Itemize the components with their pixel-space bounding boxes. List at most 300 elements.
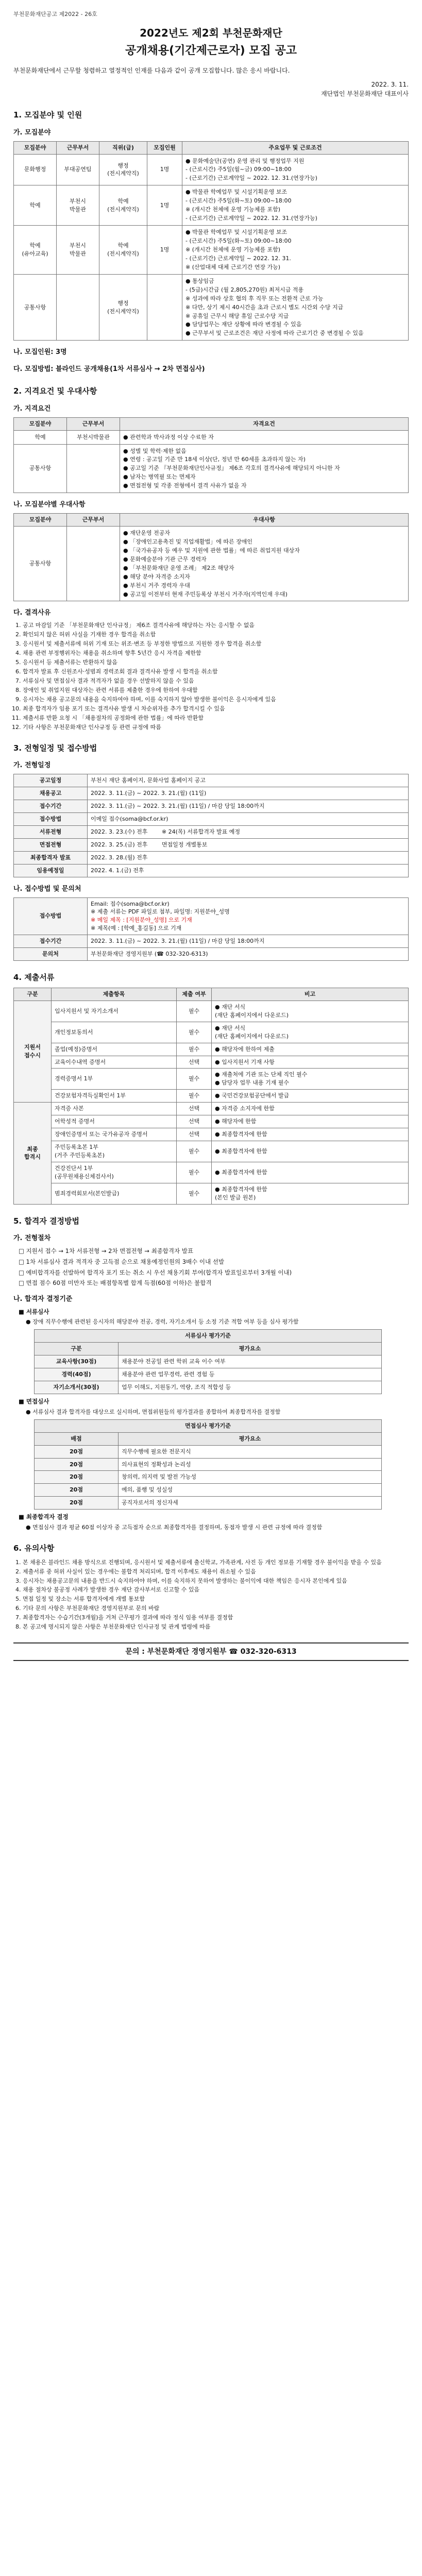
cell-line: (전시계약직): [107, 308, 139, 315]
table-row: [14, 1103, 409, 1115]
cell-line: 자격증 사본: [55, 1105, 84, 1112]
value-text: 2022. 3. 11.(금) ~ 2022. 3. 21.(월) (11일) / 마감 당일 18:00까지: [91, 803, 265, 810]
cell-note: [212, 1183, 409, 1204]
value-text: 2022. 3. 11.(금) ~ 2022. 3. 21.(월) (11일): [91, 790, 207, 797]
cell-value: [88, 800, 409, 813]
list-item: 6. 기타 문의 사항은 부천문화재단 경영지원부로 문의 바람: [23, 1604, 409, 1613]
cell-line: (전시계약직): [107, 206, 139, 213]
table-row: [14, 774, 409, 787]
cell-note: [212, 1001, 409, 1022]
cell-line: 어학성적 증명서: [55, 1118, 95, 1125]
section-5-sub-b: 나. 합격자 결정기준: [13, 1295, 73, 1303]
cell-line: (거주 주민등록초본): [55, 1152, 105, 1159]
cell-line: ● 최종합격자에 한함: [215, 1148, 267, 1155]
period-label: 접수기간: [14, 935, 88, 948]
cell-dept: [57, 226, 99, 275]
cell-req: 필수: [177, 1022, 212, 1043]
cell-line: (전시계약직): [107, 250, 139, 257]
th-d-note: 비고: [212, 988, 409, 1001]
cell-line: (유아교육): [22, 250, 48, 257]
interview-desc: ● 서류심사 결과 합격자를 대상으로 실시하며, 면접위원들의 평가결과를 종합하여 최종합격자를 결정함: [26, 1408, 281, 1415]
list-item: ※ 성과에 따라 상호 협의 후 직무 또는 전환적 근로 가능: [185, 295, 324, 302]
list-item: - (근로시간) 주5일(화~토) 09:00~18:00: [185, 197, 292, 205]
table-row: [35, 1471, 382, 1484]
list-item: ● 박물관 학예업무 및 시설기획운영 보조: [185, 229, 288, 236]
cell-line: 접수시: [24, 1052, 41, 1059]
cell-line: ● 담당자 업무 내용 기재 필수: [215, 1079, 289, 1087]
list-item: 8. 장애인 및 취업지원 대상자는 관련 서류를 제출한 경우에 한하여 우대함: [23, 686, 409, 694]
cell-line: 건강보험자격득실확인서 1부: [55, 1092, 126, 1099]
cell-req: 선택: [177, 1103, 212, 1115]
cell-value: [88, 838, 409, 851]
cell-note: [212, 1090, 409, 1103]
cell-group: 20점: [35, 1458, 119, 1471]
cell-line: 학예: [29, 242, 41, 249]
interview-title: ■ 면접심사: [19, 1398, 49, 1405]
value-text: 2022. 3. 23.(수) 전후: [91, 828, 148, 835]
cell-line: 건강진단서 1부: [55, 1164, 93, 1172]
section-2-sub-b: 나. 모집분야별 우대사항: [13, 501, 86, 509]
cell-dept: [67, 526, 120, 601]
value-text: 2022. 3. 28.(월) 전후: [91, 854, 148, 861]
table-row: [14, 1022, 409, 1043]
procedure-line: □ 면접 점수 60점 미만자 또는 배점항목별 합계 득점(60점 이하)은 불합격: [19, 1279, 212, 1287]
doc-criteria-title: 서류심사 평가기준: [35, 1330, 382, 1343]
list-item: ● 성별 및 학력·제한 없음: [123, 447, 187, 454]
procedure-line: □ 예비합격자를 선발하여 합격자 포기 또는 취소 시 우선 채용기회 부여(합격자 발표일로부터 3개월 이내): [19, 1268, 292, 1276]
cell-element: 직무수행에 필요한 전문지식: [119, 1445, 382, 1458]
cell-item: [52, 1056, 177, 1069]
cell-note: [212, 1162, 409, 1183]
contact-value: 부천문화재단 경영지원부 (☎ 032-320-6313): [88, 948, 409, 961]
cell-count: [147, 274, 182, 341]
cell-line: 교육이수내역 증명서: [55, 1058, 106, 1065]
table-row: [14, 1043, 409, 1056]
bullet-list: [123, 433, 405, 442]
cell-line: ● 최종합격자에 한함: [215, 1185, 267, 1193]
th-duties: 주요업무 및 근로조건: [182, 141, 409, 154]
cell-req: 필수: [177, 1162, 212, 1183]
cell-key: 최종합격자 발표: [14, 851, 88, 864]
cell-item: [52, 1043, 177, 1056]
list-item: 2. 제출서류 중 허위 사실이 있는 경우에는 불합격 처리되며, 합격 이후에도 채용이 취소될 수 있음: [23, 1568, 409, 1576]
cell-req: 필수: [177, 1183, 212, 1204]
cell-line: 최종: [27, 1145, 38, 1153]
list-item: ● 근무부서 및 근로조건은 재단 사정에 따라 근로기간 중 변경될 수 있음: [185, 330, 364, 337]
cell-list: [120, 444, 409, 493]
cell-group: [14, 1103, 52, 1204]
cell-note: [212, 1141, 409, 1162]
list-item: 12. 기타 사항은 부천문화재단 인사규정 등 관련 규정에 따름: [23, 723, 409, 732]
table-row: [35, 1484, 382, 1497]
notice-number: 부천문화재단공고 제2022 - 26호: [13, 11, 97, 18]
notice-date: 2022. 3. 11.: [371, 81, 409, 89]
apply-example-note: ※ 제목(예 : [학예_홍길동] 으로 기재: [91, 925, 182, 932]
cell-element: 채용분야 전공일 관련 학위 교육 이수 여부: [119, 1355, 382, 1368]
cell-dept: [67, 444, 120, 493]
section-2-sub-a: 가. 지격요건: [13, 404, 51, 413]
list-item: 3. 응시자는 채용공고문의 내용을 반드시 숙지하여야 하며, 이를 숙지하지 못하여 발생하는 불이익에 대한 책임은 응시자 본인에게 있음: [23, 1577, 409, 1585]
cell-line: 지원서: [24, 1044, 41, 1051]
cell-item: [52, 1103, 177, 1115]
value-text: 부천시 재단 홈페이지, 문화사업 홈페이지 공고: [91, 777, 206, 784]
cell-field: 공통사항: [14, 526, 67, 601]
list-item: 7. 최종합격자는 수습기간(3개월)을 거쳐 근무평가 결과에 따라 정식 임용 여부를 결정함: [23, 1614, 409, 1622]
cell-element: 의사표현의 정확성과 논리성: [119, 1458, 382, 1471]
doc-criteria-table: [34, 1329, 382, 1394]
doc-review-title: ■ 서류심사: [19, 1308, 49, 1315]
cell-key: 채용공고: [14, 787, 88, 800]
list-item: - (근로기간) 근로계약일 ~ 2022. 12. 31.: [185, 255, 291, 262]
section-3-sub-b: 나. 접수방법 및 문의처: [13, 885, 81, 893]
cell-key: 접수기간: [14, 800, 88, 813]
cell-dept: [57, 154, 99, 185]
th-doc-e: 평가요소: [119, 1343, 382, 1355]
section-3-title: 3. 전형일정 및 접수방법: [13, 743, 97, 753]
cell-req: 선택: [177, 1115, 212, 1128]
list-item: 7. 서류심사 및 면접심사 결과 적격자가 없을 경우 선발하지 않을 수 있음: [23, 677, 409, 685]
table-row: [14, 226, 409, 275]
cell-field: [14, 154, 57, 185]
th-int-g: 배점: [35, 1432, 119, 1445]
cell-line: 부천시: [70, 242, 86, 249]
cell-line: 부대공연팀: [64, 166, 92, 173]
cell-value: [88, 864, 409, 877]
cell-rank: [99, 274, 147, 341]
list-item: ※ 다만, 상기 제시 40시간을 초과 근로시 별도 시간외 수당 지급: [185, 303, 344, 311]
section-1-sub-b: 나. 모집인원: 3명: [13, 348, 67, 357]
cell-element: 채용분야 관련 업무경력, 관련 경험 등: [119, 1368, 382, 1381]
list-item: - (근로시간) 주5일(화~토) 09:00~18:00: [185, 238, 292, 245]
duties-list: [185, 277, 405, 338]
title-line-1: 2022년도 제2회 부천문화재단: [140, 26, 282, 39]
cell-element: 창의력, 의지력 및 발전 가능성: [119, 1471, 382, 1484]
list-item: ※ 공휴일 근무시 해당 휴일 근로수당 지급: [185, 312, 289, 319]
cell-group: 20점: [35, 1484, 119, 1497]
cell-item: [52, 1183, 177, 1204]
cell-key: 접수방법: [14, 812, 88, 825]
th-p-pref: 우대사항: [120, 514, 409, 527]
table-row: [35, 1458, 382, 1471]
table-row: [35, 1445, 382, 1458]
th-q-field: 모집분야: [14, 417, 67, 430]
cell-group: 20점: [35, 1471, 119, 1484]
period-value: 2022. 3. 11.(금) ~ 2022. 3. 21.(월) (11일) / 마감 당일 18:00까지: [88, 935, 409, 948]
cell-note: [212, 1043, 409, 1056]
cell-note: [212, 1103, 409, 1115]
cell-duties: [182, 274, 409, 341]
cell-line: ● 재단 서식: [215, 1003, 246, 1010]
table-row: [35, 1355, 382, 1368]
cell-group: [14, 1001, 52, 1102]
table-row: [14, 1115, 409, 1128]
cell-req: 필수: [177, 1141, 212, 1162]
list-item: 5. 면접 일정 및 장소는 서류 합격자에게 개별 통보함: [23, 1595, 409, 1603]
table-row: [14, 274, 409, 341]
list-item: 6. 합격자 발표 후 신원조사·성범죄 경력조회 결과 결격사유 발생 시 합격을 취소함: [23, 668, 409, 676]
table-row: [14, 812, 409, 825]
procedure-line: □ 1차 서류심사 결과 적격자 중 고득점 순으로 채용예정인원의 3배수 이내 선발: [19, 1258, 224, 1265]
table-row: [14, 800, 409, 813]
list-item: ※ (개시간 천체에 운영 기능체를 포함): [185, 206, 281, 213]
cell-line: ● 재단 서식: [215, 1024, 246, 1031]
list-item: 1. 본 채용은 블라인드 채용 방식으로 진행되며, 응시원서 및 제출서류에 출신학교, 가족관계, 사진 등 개인 정보를 기재할 경우 불이익을 받을 수 있음: [23, 1558, 409, 1567]
cell-key: 면접전형: [14, 838, 88, 851]
list-item: ● 「부천문화재단 운영 조례」 제2조 해당자: [123, 564, 234, 571]
list-item: ● 부천시 거주 경력자 우대: [123, 582, 190, 589]
list-item: ● 「장애인고용촉진 및 직업재활법」에 따른 장애인: [123, 538, 252, 545]
cell-req: 필수: [177, 1069, 212, 1090]
list-item: ● 박물관 학예업무 및 시설기획운영 보조: [185, 189, 288, 196]
bullet-list: [123, 447, 405, 490]
apply-lines: [88, 897, 409, 935]
table-row: [14, 787, 409, 800]
value-text: 이메일 접수(soma@bcf.or.kr): [91, 815, 168, 822]
cell-line: 학예: [117, 197, 129, 205]
cell-note: [212, 1022, 409, 1043]
list-item: - (5급)시간급 (월 2,805,270원) 최저시급 적용: [185, 286, 304, 293]
value-text: 2022. 4. 1.(금) 전후: [91, 867, 144, 874]
cell-item: [52, 1001, 177, 1022]
cell-value: [88, 787, 409, 800]
cell-item: [52, 1128, 177, 1141]
cell-duties: [182, 185, 409, 226]
th-doc-g: 구분: [35, 1343, 119, 1355]
table-row: [14, 1090, 409, 1103]
list-item: - (근로기간) 근로계약일 ~ 2022. 12. 31.(연장가능): [185, 175, 317, 182]
th-rank: 직위(급): [99, 141, 147, 154]
value-note: ※ 24(목) 서류합격자 발표 예정: [160, 828, 240, 835]
preference-table: [13, 513, 409, 601]
intro-text: 부천문화재단에서 근무할 청렴하고 열정적인 인재를 다음과 같이 공개 모집합니다. 많은 응시 바랍니다.: [13, 66, 290, 74]
section-4-title: 4. 제출서류: [13, 973, 55, 982]
cell-dept: [57, 185, 99, 226]
th-int-e: 평가요소: [119, 1432, 382, 1445]
issuer: 재단법인 부천문화재단 대표이사: [321, 90, 409, 97]
apply-label: 접수방법: [14, 897, 88, 935]
schedule-table: [13, 774, 409, 877]
interview-criteria-title: 면접심사 평가기준: [35, 1419, 382, 1432]
th-field: 모집분야: [14, 141, 57, 154]
cell-item: [52, 1162, 177, 1183]
cell-list: [120, 430, 409, 444]
apply-file-note: ※ 제출 서류는 PDF 파일로 첨부, 파일명: 지원분야_성명: [91, 908, 230, 916]
cell-element: 공직자로서의 정신자세: [119, 1497, 382, 1510]
cell-group: 20점: [35, 1497, 119, 1510]
list-item: 11. 제출서류 반환 요청 시 「채용절차의 공정화에 관한 법률」에 따라 반환함: [23, 714, 409, 722]
table-row: [14, 185, 409, 226]
cell-note: [212, 1115, 409, 1128]
cell-key: 공고일정: [14, 774, 88, 787]
th-q-dept: 근무부서: [67, 417, 120, 430]
list-item: 3. 응시원서 및 제출서류에 허위 기재 또는 위조·변조 등 부정한 방법으로 지원한 경우 합격을 취소함: [23, 640, 409, 648]
cell-group: 20점: [35, 1445, 119, 1458]
duties-list: [185, 157, 405, 183]
table-row: [14, 1128, 409, 1141]
caution-list: [13, 1558, 409, 1632]
cell-field: [14, 226, 57, 275]
cell-line: 부천시: [70, 197, 86, 205]
cell-note: [212, 1069, 409, 1090]
table-row: [14, 526, 409, 601]
list-item: 8. 본 공고에 명시되지 않은 사항은 부천문화재단 인사규정 및 관계 법령에 따름: [23, 1623, 409, 1631]
cell-count: 1명: [147, 185, 182, 226]
list-item: ● 해당 분야 자격증 소지자: [123, 573, 190, 580]
documents-table: [13, 988, 409, 1205]
cell-element: 예의, 품행 및 성실성: [119, 1484, 382, 1497]
table-row: [14, 1069, 409, 1090]
cell-line: 졸업(예정)증명서: [55, 1045, 97, 1053]
list-item: - (근로기간) 근로계약일 ~ 2022. 12. 31.(연장가능): [185, 215, 317, 222]
table-row: [14, 864, 409, 877]
cell-value: [88, 825, 409, 838]
cell-group: 자기소개서(30점): [35, 1381, 119, 1394]
list-item: ● 관련학과 박사과정 이상 수료한 자: [123, 433, 214, 440]
cell-req: 필수: [177, 1001, 212, 1022]
cell-item: [52, 1115, 177, 1128]
cell-note: [212, 1128, 409, 1141]
cell-line: ● 재출처에 기관 또는 단체 직인 필수: [215, 1071, 308, 1078]
cell-key: 서류전형: [14, 825, 88, 838]
list-item: ● 담당업무는 재단 상황에 따라 변경될 수 있음: [185, 321, 302, 328]
cell-value: [88, 812, 409, 825]
cell-line: ● 국민건강보험공단에서 발급: [215, 1092, 290, 1099]
list-item: ※ (개시간 천체에 운영 기능체를 포함): [185, 246, 281, 253]
qualification-table: [13, 417, 409, 494]
table-row: [35, 1368, 382, 1381]
list-item: ※ (산업대체 대체 근로기간 연장 가능): [185, 263, 281, 270]
cell-item: [52, 1141, 177, 1162]
th-p-dept: 근무부서: [67, 514, 120, 527]
th-q-req: 자격요건: [120, 417, 409, 430]
table-row: [14, 1162, 409, 1183]
cell-req: 필수: [177, 1043, 212, 1056]
section-5-sub-a: 가. 전형절차: [13, 1234, 51, 1243]
table-row: [14, 1001, 409, 1022]
cell-count: 1명: [147, 226, 182, 275]
list-item: 10. 최종 합격자가 임용 포기 또는 결격사유 발생 시 차순위자를 추가 합격시킬 수 있음: [23, 705, 409, 713]
cell-line: 합격시: [24, 1154, 41, 1161]
cell-key: 임용예정일: [14, 864, 88, 877]
cell-line: 박물관: [70, 206, 86, 213]
cell-line: 개인정보동의서: [55, 1028, 93, 1036]
final-decision-desc: ● 면접심사 결과 평균 60점 이상자 중 고득점자 순으로 최종합격자를 결정하며, 동점자 발생 시 관련 규정에 따라 결정함: [26, 1523, 323, 1531]
list-item: - (근로시간) 주5일(월~금) 09:00~18:00: [185, 166, 292, 173]
procedure-lines: [13, 1247, 409, 1287]
cell-line: 행정: [117, 299, 129, 307]
cell-note: [212, 1056, 409, 1069]
recruit-field-table: [13, 141, 409, 341]
list-item: ● 문화예술단(공연) 운영 관리 및 행정업무 지원: [185, 157, 305, 164]
table-row: [14, 1183, 409, 1204]
table-row: [35, 1497, 382, 1510]
cell-item: [52, 1090, 177, 1103]
th-p-field: 모집분야: [14, 514, 67, 527]
list-item: ● 면접전형 및 각종 전형에서 결격 사유가 없을 자: [123, 482, 247, 489]
apply-table: [13, 897, 409, 961]
bullet-list: [123, 529, 405, 599]
cell-line: 학예: [29, 201, 41, 209]
value-note: 면접일정 개별통보: [160, 841, 208, 848]
procedure-line: □ 지원서 접수 → 1차 서류전형 → 2차 면접전형 → 최종합격자 발표: [19, 1247, 194, 1255]
cell-rank: [99, 185, 147, 226]
cell-field: 학예: [14, 430, 67, 444]
cell-line: (전시계약직): [107, 170, 139, 177]
value-text: 2022. 3. 25.(금) 전후: [91, 841, 148, 848]
duties-list: [185, 228, 405, 272]
list-item: ● 「국가유공자 등 예우 및 지원에 관한 법률」에 따른 취업지원 대상자: [123, 547, 300, 554]
table-row: [14, 1141, 409, 1162]
cell-req: 필수: [177, 1090, 212, 1103]
cell-count: 1명: [147, 154, 182, 185]
cell-line: ● 해당자에 한함: [215, 1118, 257, 1125]
table-row: [35, 1381, 382, 1394]
section-1-sub-a: 가. 모집분야: [13, 128, 51, 137]
contact-label: 문의처: [14, 948, 88, 961]
section-1-sub-c: 다. 모집방법: 블라인드 공개채용(1차 서류심사 → 2차 면접심사): [13, 365, 205, 374]
list-item: ● 남자는 병역필 또는 면제자: [123, 473, 196, 481]
list-item: ● 문화예술분야 기관 근무 경력자: [123, 555, 207, 563]
th-d-req: 제출 여부: [177, 988, 212, 1001]
cell-dept: 부천시박물관: [67, 430, 120, 444]
final-decision-title: ■ 최종합격자 결정: [19, 1513, 69, 1521]
cell-rank: [99, 154, 147, 185]
list-item: ● 연령 : 공고일 기준 만 18세 이상(단, 정년 만 60세를 초과하지 않는 자): [123, 456, 306, 463]
cell-line: 범죄경력회보서(본인발급): [55, 1190, 120, 1197]
cell-field: [14, 274, 57, 341]
cell-line: ● 입사지원서 기재 사항: [215, 1058, 275, 1065]
list-item: 1. 공고 마감일 기준 「부천문화재단 인사규정」 제6조 결격사유에 해당하는 자는 응시할 수 없음: [23, 621, 409, 630]
section-1-title: 1. 모집분야 및 인원: [13, 110, 82, 120]
cell-line: (본인 발급 원본): [215, 1194, 256, 1201]
cell-value: [88, 851, 409, 864]
table-row: [14, 444, 409, 493]
cell-line: 박물관: [70, 250, 86, 257]
list-item: 5. 응시원서 등 제출서류는 반환하지 않음: [23, 658, 409, 667]
section-2-notes-title: 다. 결격사유: [13, 609, 51, 617]
apply-email[interactable]: Email: 접수(soma@bcf.or.kr): [91, 900, 170, 907]
section-5-title: 5. 합격자 결정방법: [13, 1216, 80, 1226]
th-d-item: 제출항목: [52, 988, 177, 1001]
interview-criteria-table: [34, 1419, 382, 1510]
section-2-title: 2. 지격요건 및 우대사항: [13, 386, 97, 396]
apply-subject-note: ※ 메일 제목 : [지원분야_성명] 으로 기재: [91, 917, 192, 924]
cell-line: (재단 홈페이지에서 다운로드): [215, 1011, 289, 1019]
cell-line: ● 해당자에 한하여 제출: [215, 1045, 275, 1053]
cell-line: ● 최종합격자에 한함: [215, 1168, 267, 1176]
cell-line: (공무원채용신체검사서): [55, 1173, 114, 1180]
list-item: 9. 응시자는 채용 공고문의 내용을 숙지하여야 하며, 이를 숙지하지 않아 발생한 불이익은 응시자에게 있음: [23, 696, 409, 704]
table-row: [14, 851, 409, 864]
duties-list: [185, 188, 405, 223]
cell-line: (재단 홈페이지에서 다운로드): [215, 1032, 289, 1040]
cell-element: 업무 이해도, 지원동기, 역량, 조직 적합성 등: [119, 1381, 382, 1394]
list-item: 4. 채용 관련 부정행위자는 채용을 취소하며 향후 5년간 응시 자격을 제한함: [23, 649, 409, 657]
cell-list: [120, 526, 409, 601]
section-3-sub-a: 가. 전형일정: [13, 761, 51, 770]
title-line-2: 공개채용(기간제근로자) 모집 공고: [125, 44, 297, 57]
list-item: 2. 확인되지 않은 허위 사실을 기재한 경우 합격을 취소함: [23, 631, 409, 639]
cell-line: ● 최종합격자에 한함: [215, 1131, 267, 1138]
cell-line: 행정: [117, 162, 129, 169]
cell-line: 공통사항: [24, 303, 46, 311]
cell-line: ● 자격증 소지자에 한함: [215, 1105, 275, 1112]
table-row: [14, 825, 409, 838]
cell-field: 공통사항: [14, 444, 67, 493]
list-item: 4. 채용 절차상 불공정 사례가 발생한 경우 재단 감사부서로 신고할 수 있음: [23, 1586, 409, 1594]
list-item: ● 재단운영 전공자: [123, 529, 170, 536]
cell-duties: [182, 226, 409, 275]
